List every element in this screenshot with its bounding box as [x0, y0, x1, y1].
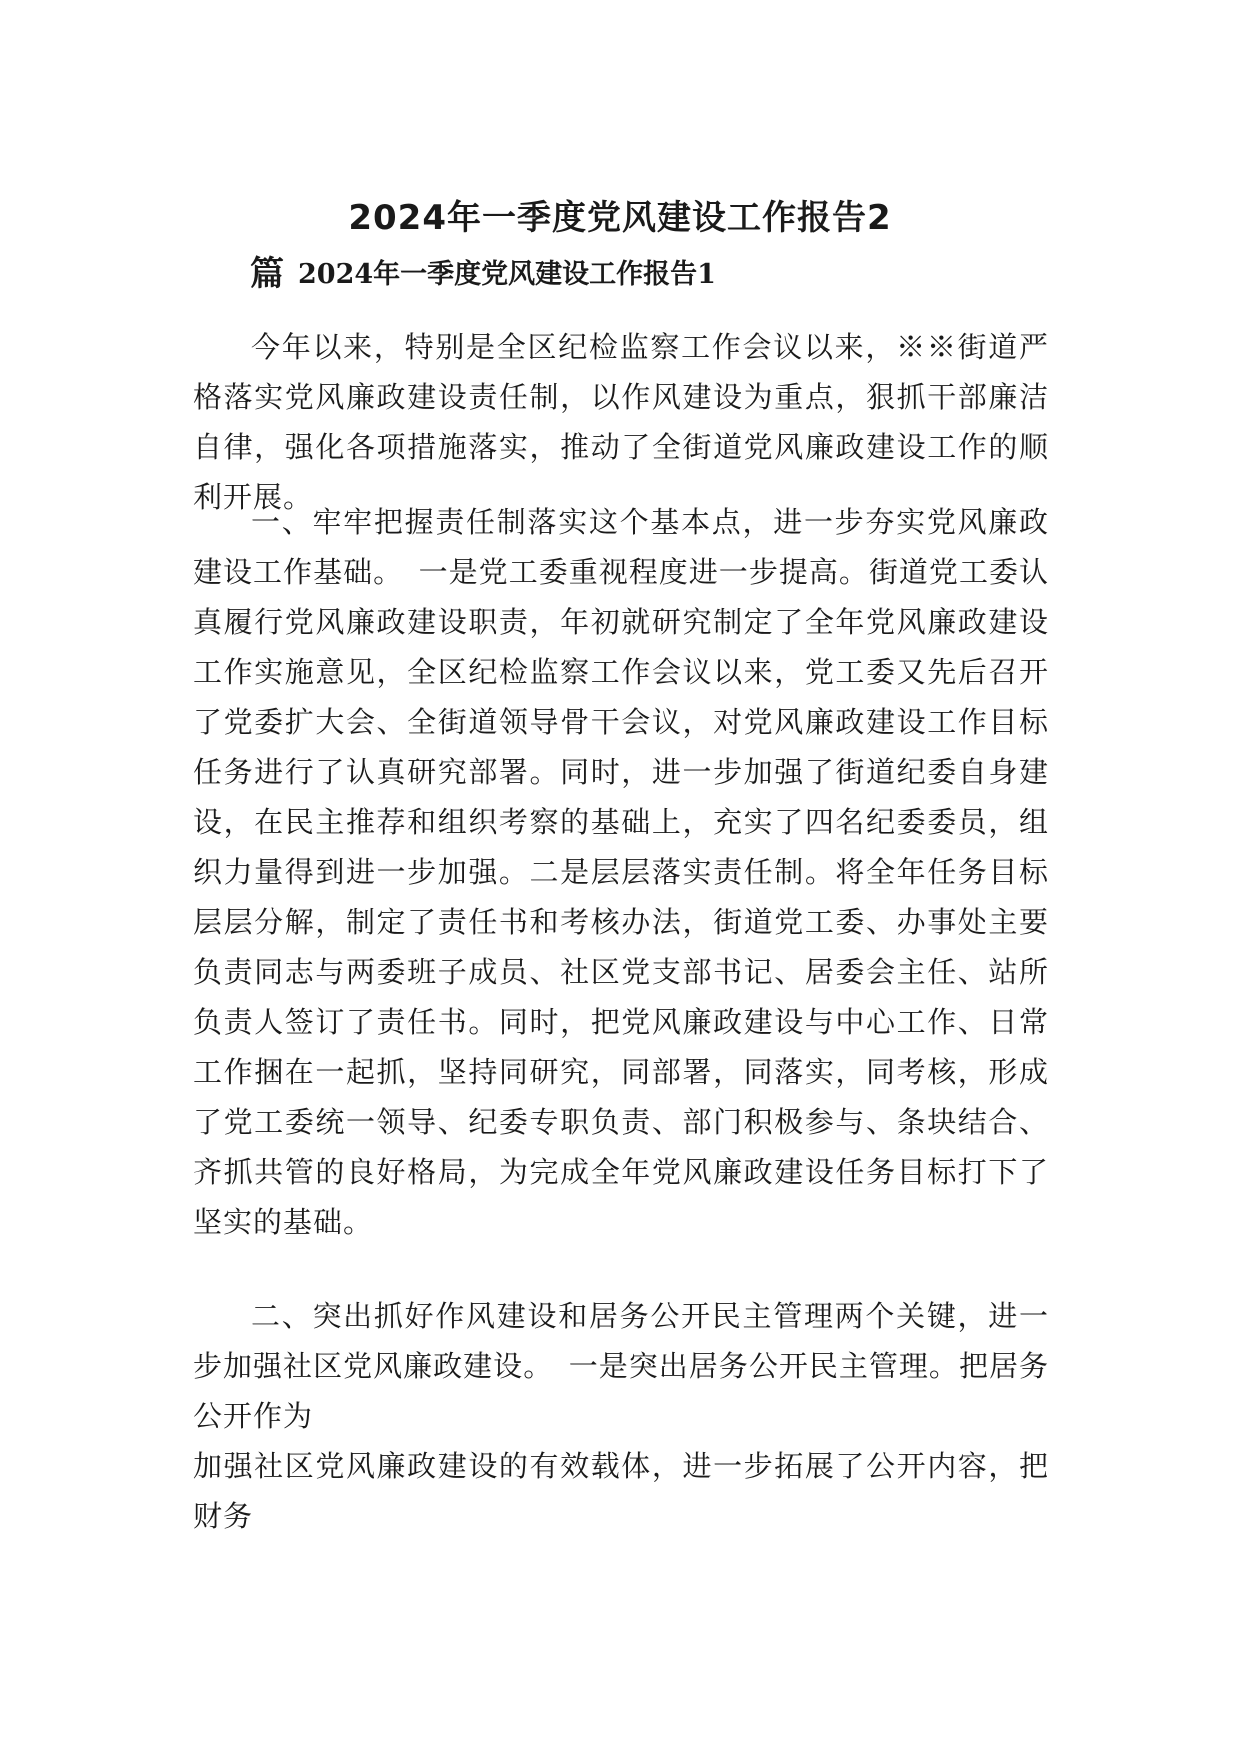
- subtitle-prefix: 篇: [250, 254, 284, 294]
- paragraph-section-one: 一、牢牢把握责任制落实这个基本点，进一步夯实党风廉政建设工作基础。 一是党工委重视程度进一步提高。街道党工委认真履行党风廉政建设职责，年初就研究制定了全年党风廉政建设工作实施意见，全区纪检监察工作会议以来，党工委又先后召开了党委扩大会、全街道领导骨干会议，对党风廉政建设工作目标任务进行了认真研究部署。同时，进一步加强了街道纪委自身建设，在民主推荐和组织考察的基础上，充实了四名纪委委员，组织力量得到进一步加强。二是层层落实责任制。将全年任务目标层层分解，制定了责任书和考核办法，街道党工委、办事处主要负责同志与两委班子成员、社区党支部书记、居委会主任、站所负责人签订了责任书。同时，把党风廉政建设与中心工作、日常工作捆在一起抓，坚持同研究，同部署，同落实，同考核，形成了党工委统一领导、纪委专职负责、部门积极参与、条块结合、齐抓共管的良好格局，为完成全年党风廉政建设任务目标打下了坚实的基础。: [193, 505, 1049, 1239]
- paragraph-continuation: 加强社区党风廉政建设的有效载体，进一步拓展了公开内容，把财务: [193, 1449, 1049, 1533]
- paragraph-section-two: 二、突出抓好作风建设和居务公开民主管理两个关键，进一步加强社区党风廉政建设。 一是突出居务公开民主管理。把居务公开作为: [193, 1299, 1049, 1433]
- subtitle-text: 2024年一季度党风建设工作报告1: [298, 259, 716, 290]
- document-title: 2024年一季度党风建设工作报告2: [348, 198, 892, 238]
- document-subtitle: [250, 246, 716, 295]
- paragraph-intro: 今年以来，特别是全区纪检监察工作会议以来，※※街道严格落实党风廉政建设责任制，以作风建设为重点，狠抓干部廉洁自律，强化各项措施落实，推动了全街道党风廉政建设工作的顺利开展。: [193, 330, 1049, 514]
